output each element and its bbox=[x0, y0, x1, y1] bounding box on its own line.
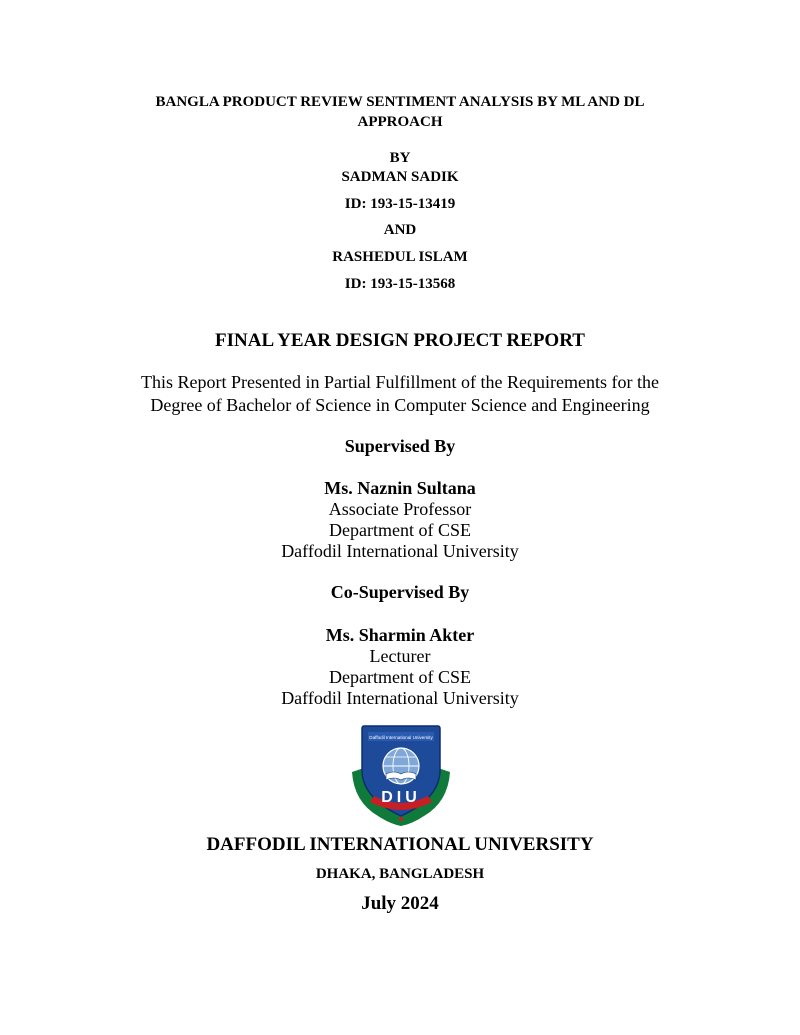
supervisor-department: Department of CSE bbox=[329, 520, 471, 540]
by-label: BY bbox=[389, 150, 411, 166]
diu-logo-emblem bbox=[346, 720, 456, 830]
report-title-line1: BANGLA PRODUCT REVIEW SENTIMENT ANALYSIS BY ML AND DL bbox=[155, 94, 645, 110]
footer-location: DHAKA, BANGLADESH bbox=[315, 866, 485, 882]
supervisor-heading: Supervised By bbox=[344, 436, 456, 456]
report-type: FINAL YEAR DESIGN PROJECT REPORT bbox=[215, 330, 585, 351]
supervisor-university: Daffodil International University bbox=[281, 541, 519, 561]
co-supervisor-heading: Co-Supervised By bbox=[330, 582, 470, 602]
supervisor-name: Ms. Naznin Sultana bbox=[324, 478, 476, 498]
author2-name: RASHEDUL ISLAM bbox=[332, 249, 468, 265]
footer-date: July 2024 bbox=[361, 893, 439, 914]
footer-university: DAFFODIL INTERNATIONAL UNIVERSITY bbox=[206, 834, 594, 855]
author1-name: SADMAN SADIK bbox=[341, 169, 459, 185]
report-title-line2: APPROACH bbox=[357, 114, 443, 130]
co-supervisor-university: Daffodil International University bbox=[281, 688, 519, 708]
author2-id: ID: 193-15-13568 bbox=[344, 276, 456, 292]
purpose-line1: This Report Presented in Partial Fulfillment of the Requirements for the bbox=[141, 372, 659, 392]
logo-letters: DIU bbox=[381, 789, 421, 806]
author1-id: ID: 193-15-13419 bbox=[344, 196, 456, 212]
and-label: AND bbox=[383, 222, 417, 238]
co-supervisor-department: Department of CSE bbox=[329, 667, 471, 687]
supervisor-title: Associate Professor bbox=[328, 499, 472, 519]
purpose-line2: Degree of Bachelor of Science in Computer Science and Engineering bbox=[150, 395, 650, 415]
co-supervisor-name: Ms. Sharmin Akter bbox=[325, 625, 475, 645]
co-supervisor-title: Lecturer bbox=[369, 646, 431, 666]
logo-banner-text: Daffodil International University bbox=[369, 735, 433, 740]
